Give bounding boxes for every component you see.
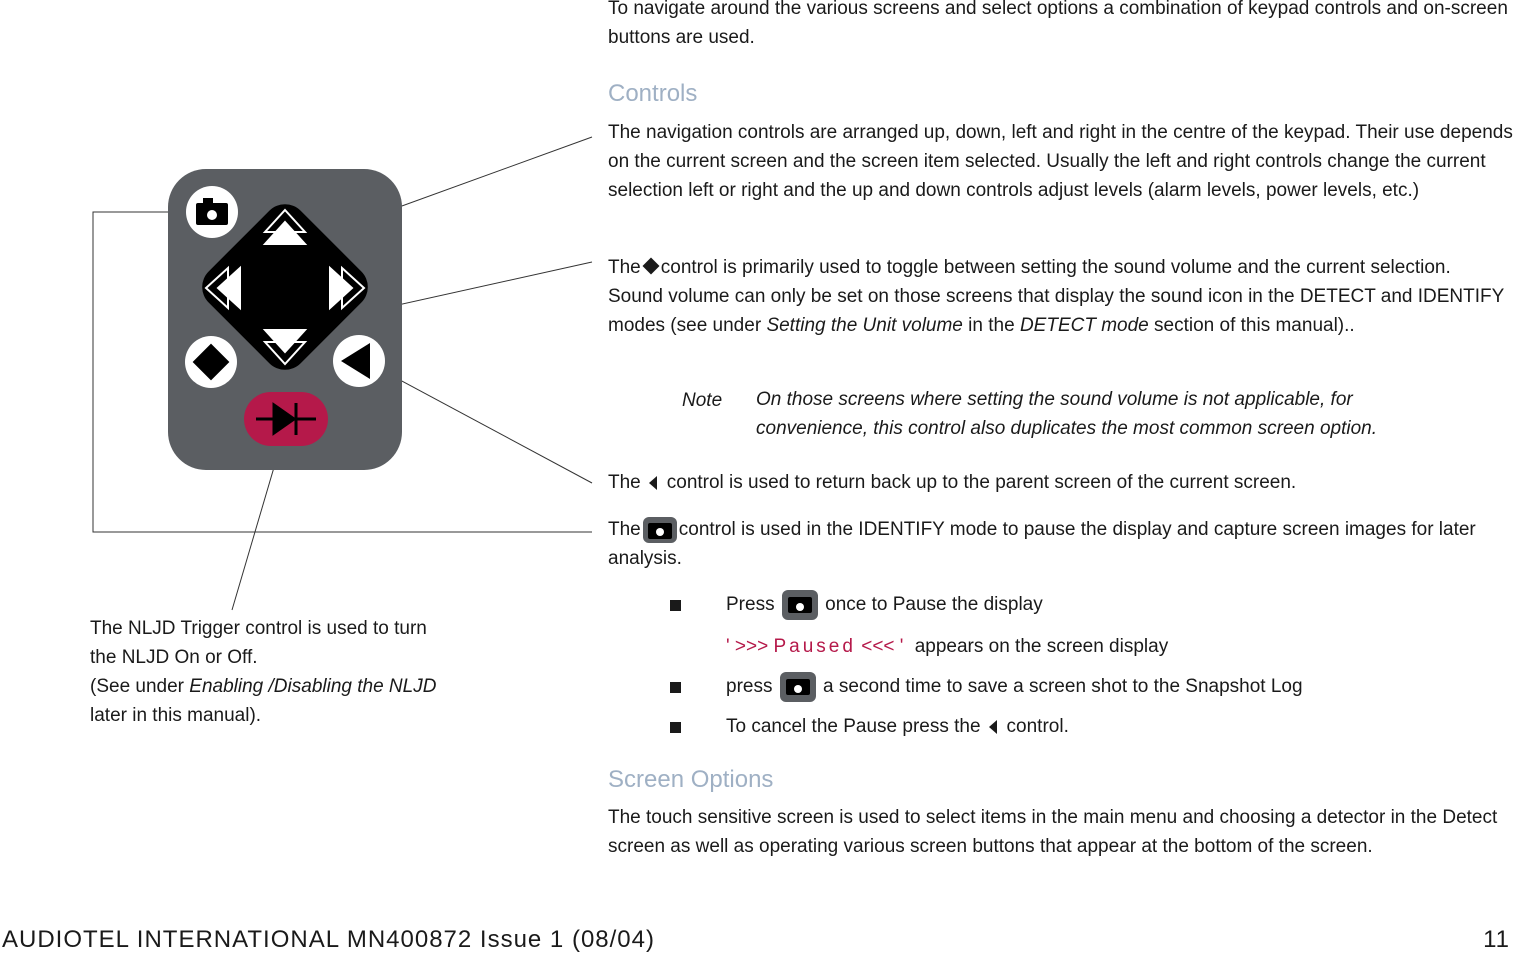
italic-text: DETECT mode <box>1019 315 1149 336</box>
camera-icon <box>643 517 677 543</box>
back-triangle-icon <box>649 476 657 490</box>
intro-paragraph: To navigate around the various screens and select options a combination of keypad controls and on-screen buttons are used. <box>608 0 1508 48</box>
text: control. <box>1006 716 1069 737</box>
text: once to Pause the display <box>825 594 1043 616</box>
nljd-trigger-button[interactable] <box>244 392 328 446</box>
text: appears on the screen display <box>914 636 1169 657</box>
bullet-item-3 <box>726 712 1069 741</box>
note-text: On those screens where setting the sound volume is not applicable, for convenience, this control also duplicates the most common screen option. <box>756 389 1377 439</box>
callout-line: later in this manual). <box>90 705 262 726</box>
paused-word: Paused <box>773 636 856 657</box>
text: The <box>608 472 641 493</box>
callout-line: the NLJD On or Off. <box>90 647 258 668</box>
text: Press <box>726 594 775 616</box>
bullet-marker <box>670 682 681 693</box>
text: control is used in the IDENTIFY mode to pause the display and capture screen images for later analysis. <box>608 519 1476 569</box>
text: To cancel the Pause press the <box>726 716 981 737</box>
text: section of this manual).. <box>1154 315 1355 336</box>
text: control is used to return back up to the parent screen of the current screen. <box>666 472 1297 493</box>
callout-line: (See under <box>90 676 185 697</box>
diamond-icon <box>642 257 659 274</box>
footer-doc-id: AUDIOTEL INTERNATIONAL MN400872 Issue 1 (08/04) <box>2 926 655 953</box>
text: a second time to save a screen shot to the Snapshot Log <box>823 676 1303 698</box>
paused-line <box>726 632 1168 661</box>
back-control-paragraph <box>608 468 1508 497</box>
page-number: 11 <box>1483 926 1510 953</box>
bullet-marker <box>670 722 681 733</box>
camera-button[interactable] <box>186 186 238 238</box>
note-label: Note <box>682 390 723 411</box>
callout-italic: Enabling /Disabling the NLJD <box>189 676 437 697</box>
back-triangle-icon <box>989 720 997 734</box>
diamond-button[interactable] <box>185 336 237 388</box>
trigger-callout <box>90 614 490 730</box>
text: The <box>608 519 641 540</box>
callout-line: The NLJD Trigger control is used to turn <box>90 618 427 639</box>
nav-controls-paragraph: The navigation controls are arranged up, down, left and right in the centre of the keypad. Their use depends on the current screen and the screen item selected. Usually the left and right controls change the current selection left or right and the up and down controls adjust levels (alarm levels, power levels, etc.) <box>608 122 1513 201</box>
paused-open: ' >>> <box>726 636 769 657</box>
screen-options-heading: Screen Options <box>608 766 774 793</box>
text: press <box>726 676 773 698</box>
camera-control-paragraph <box>608 515 1516 573</box>
camera-icon <box>782 590 818 620</box>
paused-close: <<< ' <box>861 636 904 657</box>
italic-text: Setting the Unit volume <box>766 315 963 336</box>
back-button[interactable] <box>333 335 385 387</box>
text: The <box>608 257 641 278</box>
keypad-illustration <box>0 0 600 620</box>
screen-options-paragraph: The touch sensitive screen is used to select items in the main menu and choosing a detector in the Detect screen as well as operating various screen buttons that appear at the bottom of the screen. <box>608 807 1498 857</box>
bullet-item-1 <box>726 590 1043 620</box>
controls-heading: Controls <box>608 80 698 107</box>
text: control is primarily used to toggle between setting the sound volume and the current selection. Sound volume can only be set on those screens that display the sound icon in the DETECT and IDENTIFY modes (see under <box>608 257 1504 336</box>
camera-icon <box>780 672 816 702</box>
diamond-control-paragraph <box>608 253 1508 340</box>
bullet-marker <box>670 600 681 611</box>
text: in the <box>968 315 1015 336</box>
bullet-item-2 <box>726 672 1303 702</box>
